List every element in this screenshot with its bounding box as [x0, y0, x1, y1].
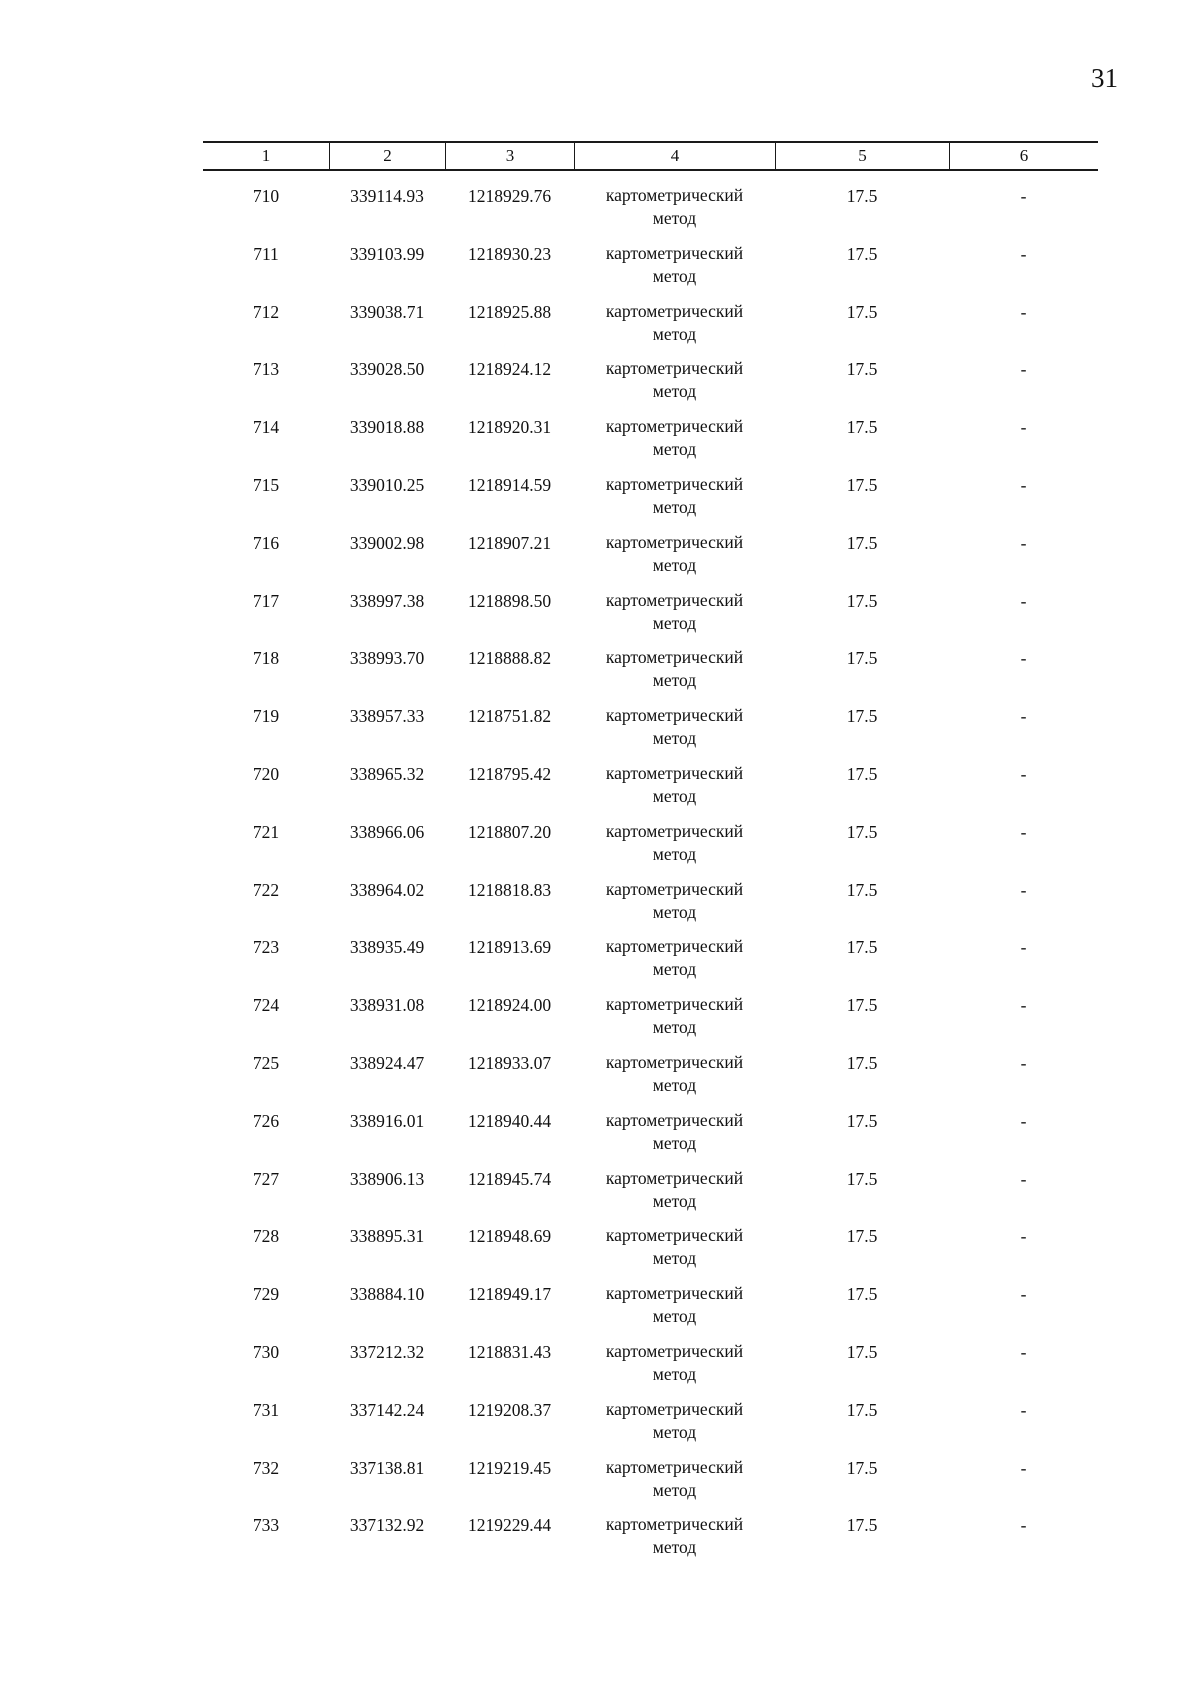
table-row — [203, 1500, 1098, 1558]
method-line-2: метод — [652, 208, 697, 228]
point-number-cell: 716 — [252, 532, 280, 553]
method-cell — [574, 1398, 775, 1443]
table-header-row — [203, 141, 1098, 171]
y-coordinate-cell: 1218925.88 — [467, 301, 552, 322]
note-cell: - — [1020, 1515, 1027, 1536]
point-number-cell: 720 — [252, 763, 280, 784]
method-line-2: метод — [652, 612, 697, 633]
point-number-cell: 710 — [252, 186, 280, 206]
note-cell: - — [1020, 1284, 1027, 1305]
method-line-1: картометрический — [605, 936, 744, 957]
y-coordinate-cell: 1218929.76 — [467, 186, 552, 206]
accuracy-cell: 17.5 — [846, 532, 878, 553]
column-header-4: 4 — [574, 143, 775, 169]
point-number-cell: 713 — [252, 359, 280, 380]
y-coordinate-cell: 1218924.12 — [467, 359, 552, 380]
point-number-cell: 729 — [252, 1284, 280, 1305]
x-coordinate-cell: 339028.50 — [349, 359, 425, 380]
method-line-1: картометрический — [605, 1514, 744, 1535]
y-coordinate-cell: 1218795.42 — [467, 763, 552, 784]
method-cell — [574, 300, 775, 345]
x-coordinate-cell: 339038.71 — [349, 301, 425, 322]
method-line-2: метод — [652, 496, 697, 517]
method-line-1: картометрический — [605, 878, 744, 899]
x-coordinate-cell: 337138.81 — [349, 1457, 425, 1478]
method-cell — [574, 820, 775, 865]
table-row — [203, 1385, 1098, 1443]
point-number-cell: 719 — [252, 706, 280, 727]
method-cell — [574, 993, 775, 1038]
method-line-2: метод — [652, 554, 697, 575]
table-row — [203, 865, 1098, 923]
accuracy-cell: 17.5 — [846, 590, 878, 611]
method-line-1: картометрический — [605, 473, 744, 494]
x-coordinate-cell: 338931.08 — [349, 995, 425, 1016]
note-cell: - — [1020, 821, 1027, 842]
method-cell — [574, 415, 775, 460]
table-row — [203, 980, 1098, 1038]
x-coordinate-cell: 338906.13 — [349, 1168, 425, 1189]
method-line-1: картометрический — [605, 762, 744, 783]
method-cell — [574, 1051, 775, 1096]
method-line-2: метод — [652, 1537, 697, 1558]
note-cell: - — [1020, 995, 1027, 1016]
method-line-1: картометрический — [605, 1340, 744, 1361]
column-header-2: 2 — [329, 143, 445, 169]
note-cell: - — [1020, 359, 1027, 380]
method-cell — [574, 704, 775, 749]
method-cell — [574, 1456, 775, 1501]
method-line-1: картометрический — [605, 1225, 744, 1246]
table-row — [203, 171, 1098, 229]
method-line-1: картометрический — [605, 416, 744, 437]
accuracy-cell: 17.5 — [846, 1457, 878, 1478]
method-line-2: метод — [652, 323, 697, 344]
accuracy-cell: 17.5 — [846, 995, 878, 1016]
method-line-1: картометрический — [605, 705, 744, 726]
table-row — [203, 807, 1098, 865]
note-cell: - — [1020, 590, 1027, 611]
method-cell — [574, 242, 775, 287]
accuracy-cell: 17.5 — [846, 301, 878, 322]
x-coordinate-cell: 339018.88 — [349, 417, 425, 438]
point-number-cell: 725 — [252, 1052, 280, 1073]
method-line-2: метод — [652, 1190, 697, 1211]
method-line-1: картометрический — [605, 589, 744, 610]
method-line-1: картометрический — [605, 1283, 744, 1304]
method-line-1: картометрический — [605, 1051, 744, 1072]
method-cell — [574, 646, 775, 691]
accuracy-cell: 17.5 — [846, 186, 878, 206]
table-row — [203, 1154, 1098, 1212]
x-coordinate-cell: 338935.49 — [349, 937, 425, 958]
y-coordinate-cell: 1218948.69 — [467, 1226, 552, 1247]
note-cell: - — [1020, 417, 1027, 438]
y-coordinate-cell: 1218913.69 — [467, 937, 552, 958]
table-body — [203, 171, 1098, 1558]
table-row — [203, 749, 1098, 807]
accuracy-cell: 17.5 — [846, 879, 878, 900]
method-cell — [574, 935, 775, 980]
y-coordinate-cell: 1218751.82 — [467, 706, 552, 727]
note-cell: - — [1020, 937, 1027, 958]
method-line-1: картометрический — [605, 358, 744, 379]
accuracy-cell: 17.5 — [846, 937, 878, 958]
note-cell: - — [1020, 474, 1027, 495]
point-number-cell: 732 — [252, 1457, 280, 1478]
method-line-2: метод — [652, 959, 697, 980]
x-coordinate-cell: 337142.24 — [349, 1399, 425, 1420]
table-row — [203, 287, 1098, 345]
table-row — [203, 576, 1098, 634]
y-coordinate-cell: 1218924.00 — [467, 995, 552, 1016]
method-cell — [574, 1224, 775, 1269]
x-coordinate-cell: 338965.32 — [349, 763, 425, 784]
method-line-2: метод — [652, 1132, 697, 1153]
column-header-5: 5 — [775, 143, 949, 169]
point-number-cell: 723 — [252, 937, 280, 958]
method-line-1: картометрический — [605, 300, 744, 321]
table-row — [203, 460, 1098, 518]
method-cell — [574, 184, 775, 229]
column-header-3: 3 — [445, 143, 574, 169]
point-number-cell: 731 — [252, 1399, 280, 1420]
point-number-cell: 728 — [252, 1226, 280, 1247]
method-line-2: метод — [652, 843, 697, 864]
method-line-2: метод — [652, 670, 697, 691]
note-cell: - — [1020, 763, 1027, 784]
accuracy-cell: 17.5 — [846, 706, 878, 727]
y-coordinate-cell: 1218807.20 — [467, 821, 552, 842]
y-coordinate-cell: 1218818.83 — [467, 879, 552, 900]
y-coordinate-cell: 1218949.17 — [467, 1284, 552, 1305]
column-header-1: 1 — [261, 146, 271, 165]
method-line-1: картометрический — [605, 1167, 744, 1188]
method-cell — [574, 762, 775, 807]
method-line-1: картометрический — [605, 1109, 744, 1130]
method-line-1: картометрический — [605, 647, 744, 668]
point-number-cell: 718 — [252, 648, 280, 669]
coordinates-table — [203, 141, 1098, 1558]
table-row — [203, 518, 1098, 576]
point-number-cell: 724 — [252, 995, 280, 1016]
note-cell: - — [1020, 1399, 1027, 1420]
method-cell — [574, 1109, 775, 1154]
table-row — [203, 229, 1098, 287]
y-coordinate-cell: 1218907.21 — [467, 532, 552, 553]
accuracy-cell: 17.5 — [846, 1052, 878, 1073]
y-coordinate-cell: 1218831.43 — [467, 1341, 552, 1362]
method-cell — [574, 1167, 775, 1212]
table-row — [203, 1038, 1098, 1096]
point-number-cell: 717 — [252, 590, 280, 611]
method-line-2: метод — [652, 1363, 697, 1384]
x-coordinate-cell: 338924.47 — [349, 1052, 425, 1073]
y-coordinate-cell: 1219208.37 — [467, 1399, 552, 1420]
accuracy-cell: 17.5 — [846, 1515, 878, 1536]
method-cell — [574, 1340, 775, 1385]
table-row — [203, 344, 1098, 402]
method-line-2: метод — [652, 1074, 697, 1095]
table-row — [203, 1443, 1098, 1501]
x-coordinate-cell: 337132.92 — [349, 1515, 425, 1536]
y-coordinate-cell: 1218945.74 — [467, 1168, 552, 1189]
note-cell: - — [1020, 706, 1027, 727]
method-line-2: метод — [652, 439, 697, 460]
accuracy-cell: 17.5 — [846, 417, 878, 438]
x-coordinate-cell: 338916.01 — [349, 1110, 425, 1131]
method-line-2: метод — [652, 728, 697, 749]
note-cell: - — [1020, 1168, 1027, 1189]
point-number-cell: 733 — [252, 1515, 280, 1536]
x-coordinate-cell: 338966.06 — [349, 821, 425, 842]
method-line-2: метод — [652, 901, 697, 922]
accuracy-cell: 17.5 — [846, 359, 878, 380]
point-number-cell: 714 — [252, 417, 280, 438]
accuracy-cell: 17.5 — [846, 1341, 878, 1362]
method-line-1: картометрический — [605, 994, 744, 1015]
note-cell: - — [1020, 648, 1027, 669]
x-coordinate-cell: 338993.70 — [349, 648, 425, 669]
y-coordinate-cell: 1218920.31 — [467, 417, 552, 438]
accuracy-cell: 17.5 — [846, 763, 878, 784]
point-number-cell: 712 — [252, 301, 280, 322]
point-number-cell: 711 — [253, 243, 279, 264]
table-row — [203, 1327, 1098, 1385]
method-line-2: метод — [652, 1306, 697, 1327]
x-coordinate-cell: 338997.38 — [349, 590, 425, 611]
method-cell — [574, 1282, 775, 1327]
method-line-1: картометрический — [605, 185, 744, 205]
note-cell: - — [1020, 186, 1027, 206]
note-cell: - — [1020, 1457, 1027, 1478]
y-coordinate-cell: 1218888.82 — [467, 648, 552, 669]
method-cell — [574, 1513, 775, 1558]
note-cell: - — [1020, 532, 1027, 553]
method-cell — [574, 878, 775, 923]
y-coordinate-cell: 1219219.45 — [467, 1457, 552, 1478]
accuracy-cell: 17.5 — [846, 474, 878, 495]
y-coordinate-cell: 1218914.59 — [467, 474, 552, 495]
accuracy-cell: 17.5 — [846, 1110, 878, 1131]
table-row — [203, 691, 1098, 749]
table-row — [203, 1211, 1098, 1269]
note-cell: - — [1020, 301, 1027, 322]
table-row — [203, 402, 1098, 460]
method-line-2: метод — [652, 381, 697, 402]
x-coordinate-cell: 338884.10 — [349, 1284, 425, 1305]
note-cell: - — [1020, 1110, 1027, 1131]
table-row — [203, 1096, 1098, 1154]
note-cell: - — [1020, 243, 1027, 264]
x-coordinate-cell: 339114.93 — [350, 186, 424, 206]
accuracy-cell: 17.5 — [846, 1226, 878, 1247]
note-cell: - — [1020, 1341, 1027, 1362]
method-line-1: картометрический — [605, 820, 744, 841]
method-cell — [574, 531, 775, 576]
y-coordinate-cell: 1218898.50 — [467, 590, 552, 611]
accuracy-cell: 17.5 — [846, 821, 878, 842]
method-line-2: метод — [652, 1248, 697, 1269]
x-coordinate-cell: 337212.32 — [349, 1341, 425, 1362]
x-coordinate-cell: 338957.33 — [349, 706, 425, 727]
note-cell: - — [1020, 1052, 1027, 1073]
point-number-cell: 726 — [252, 1110, 280, 1131]
method-line-1: картометрический — [605, 242, 744, 263]
page-number: 31 — [1091, 63, 1118, 93]
table-row — [203, 922, 1098, 980]
column-header-6: 6 — [949, 143, 1098, 169]
accuracy-cell: 17.5 — [846, 1399, 878, 1420]
table-row — [203, 1269, 1098, 1327]
table-row — [203, 633, 1098, 691]
method-line-2: метод — [652, 785, 697, 806]
x-coordinate-cell: 338895.31 — [349, 1226, 425, 1247]
method-line-2: метод — [652, 1421, 697, 1442]
point-number-cell: 715 — [252, 474, 280, 495]
x-coordinate-cell: 339103.99 — [349, 243, 425, 264]
method-line-2: метод — [652, 1479, 697, 1500]
x-coordinate-cell: 339002.98 — [349, 532, 425, 553]
accuracy-cell: 17.5 — [846, 243, 878, 264]
accuracy-cell: 17.5 — [846, 648, 878, 669]
point-number-cell: 722 — [252, 879, 280, 900]
accuracy-cell: 17.5 — [846, 1168, 878, 1189]
y-coordinate-cell: 1218933.07 — [467, 1052, 552, 1073]
method-cell — [574, 357, 775, 402]
y-coordinate-cell: 1218930.23 — [467, 243, 552, 264]
method-line-1: картометрический — [605, 531, 744, 552]
x-coordinate-cell: 338964.02 — [349, 879, 425, 900]
point-number-cell: 730 — [252, 1341, 280, 1362]
method-line-2: метод — [652, 1017, 697, 1038]
method-line-1: картометрический — [605, 1398, 744, 1419]
x-coordinate-cell: 339010.25 — [349, 474, 425, 495]
note-cell: - — [1020, 879, 1027, 900]
method-cell — [574, 589, 775, 634]
method-cell — [574, 473, 775, 518]
method-line-2: метод — [652, 265, 697, 286]
point-number-cell: 721 — [252, 821, 280, 842]
note-cell: - — [1020, 1226, 1027, 1247]
y-coordinate-cell: 1219229.44 — [467, 1515, 552, 1536]
y-coordinate-cell: 1218940.44 — [467, 1110, 552, 1131]
point-number-cell: 727 — [252, 1168, 280, 1189]
method-line-1: картометрический — [605, 1456, 744, 1477]
accuracy-cell: 17.5 — [846, 1284, 878, 1305]
